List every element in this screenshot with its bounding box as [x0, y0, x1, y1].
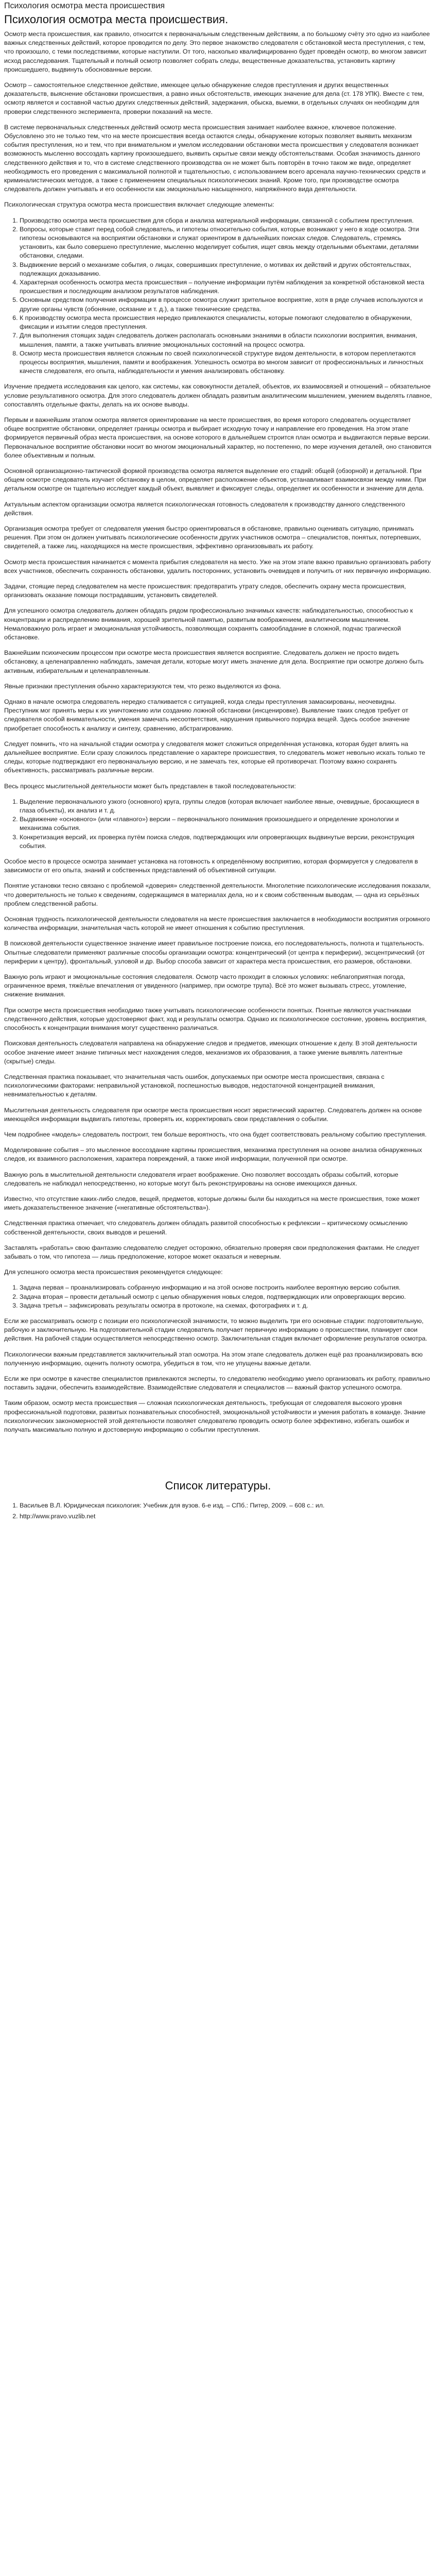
steps-list [4, 798, 432, 851]
paragraph: Осмотр места происшествия начинается с момента прибытия следователя на место. Уже на этом этапе важно правильно организовать работу всех участников, обеспечить сохранность обстановки, удалить посторонних, установить очевидцев и получить от них первичную информацию. [4, 558, 431, 574]
paragraph: Важнейшим психическим процессом при осмотре места происшествия является восприятие. Следователь должен не просто видеть обстановку, а целенаправленно наблюдать, замечая детали, которые могут иметь значение для дела. Восприятие при осмотре должно быть активным, избирательным и целенаправленным. [4, 649, 424, 674]
list-item: 1. Выделение первоначального узкого (основного) круга, группы следов (которая включает наиболее явные, очевидные, бросающиеся в глаза объекты), их анализ и т. д. [20, 798, 432, 815]
paragraph: Таким образом, осмотр места происшествия — сложная психологическая деятельность, требующая от следователя высокого уровня профессиональной подготовки, развитых познавательных способностей, эмоциональной устойчивости и умения работать в команде. Знание психологических закономерностей этой деятельности позволяет следователю проводить осмотр более эффективно, избегать ошибок и получать максимально полную и достоверную информацию о событии преступления. [4, 1399, 426, 1433]
paragraph: Следует помнить, что на начальной стадии осмотра у следователя может сложиться определённая установка, которая будет влиять на дальнейшее восприятие. Если сразу сложилось представление о характере происшествия, то следователь может невольно искать только те следы, которые подтверждают его первоначальную версию, и не замечать тех, которые ей противоречат. Поэтому важно сохранять объективность, рассматривать различные версии. [4, 740, 426, 774]
paragraph: В поисковой деятельности существенное значение имеет правильное построение поиска, его последовательность, полнота и тщательность. Опытные следователи применяют различные способы организации осмотра: концентрический (от центра к периферии), эксцентрический (от периферии к центру), фронтальный, узловой и др. Выбор способа зависит от характера места происшествия, его размеров, обстановки. [4, 940, 425, 965]
paragraph: Изучение предмета исследования как целого, как системы, как совокупности деталей, объектов, их взаимосвязей и отношений – обязательное условие результативного осмотра. Для этого следователь должен обладать развитым аналитическим мышлением, умением выделять главное, сопоставлять отдельные факты, делать на их основе выводы. [4, 383, 432, 408]
paragraph: Актуальным аспектом организации осмотра является психологическая готовность следователя к производству данного следственного действия. [4, 500, 405, 517]
paragraph: Моделирование события – это мысленное воссоздание картины происшествия, механизма преступления на основе анализа обнаруженных следов, их взаимного расположения, характера повреждений, а также иной информации, полученной при осмотре. [4, 1146, 422, 1163]
references-list [4, 1501, 432, 1521]
references-title: Список литературы. [165, 1479, 271, 1493]
list-item: 7. Для выполнения стоящих задач следователь должен располагать основными знаниями в области психологии восприятия, внимания, мышления, памяти, а также учитывать влияние эмоциональных состояний на процесс осмотра. [20, 331, 432, 349]
list-item: 3. Конкретизация версий, их проверка путём поиска следов, подтверждающих или опровергающих выдвинутые версии, реконструкция события. [20, 833, 432, 851]
paragraph: Заставлять «работать» свою фантазию следователю следует осторожно, обязательно проверяя свои предположения фактами. Не следует забывать о том, что гипотеза — лишь предположение, которое может оказаться и неверным. [4, 1244, 420, 1260]
paragraph: Осмотр – самостоятельное следственное действие, имеющее целью обнаружение следов преступления и других вещественных доказательств, выяснение обстановки происшествия, а равно иных обстоятельств, имеющих значение для дела (ст. 178 УПК). Вместе с тем, осмотр является и составной частью других следственных действий, задержания, обыска, выемки, в отдельных случаях он необходим для проверки следственного эксперимента, проверки показаний на месте. [4, 81, 424, 115]
paragraph: Если же рассматривать осмотр с позиции его психологической значимости, то можно выделить три его основные стадии: подготовительную, рабочую и заключительную. На подготовительной стадии следователь получает первичную информацию о происшествии, планирует свои действия. На рабочей стадии осуществляется непосредственно осмотр. Заключительная стадия включает оформление результатов осмотра. [4, 1317, 427, 1343]
recommend-list [4, 1283, 432, 1310]
paragraph: Основной организационно-тактической формой производства осмотра является выделение его стадий: общей (обзорной) и детальной. При общем осмотре следователь изучает обстановку в целом, определяет расположение объектов, устанавливает взаимосвязи между ними. При детальном осмотре он тщательно исследует каждый объект, выявляет и фиксирует следы, определяет их особенности и значение для дела. [4, 467, 426, 493]
paragraph: Особое место в процессе осмотра занимает установка на готовность к определённому восприятию, которая формируется у следователя в зависимости от его опыта, знаний и собственных представлений об объективной ситуации. [4, 858, 418, 874]
paragraph: Если же при осмотре в качестве специалистов привлекаются эксперты, то следователю необходимо умело организовать их работу, правильно поставить задачи, обеспечить взаимодействие. Взаимодействие следователя и специалистов — важный фактор успешного осмотра. [4, 1375, 430, 1392]
references-section [4, 1479, 432, 1521]
body-section [4, 382, 432, 791]
paragraph: Явные признаки преступления обычно характеризуются тем, что резко выделяются из фона. [4, 682, 282, 690]
list-item: 1. Производство осмотра места происшествия для сбора и анализа материальной информации, связанной с событием преступления. [20, 216, 432, 225]
paragraph: Известно, что отсутствие каких-либо следов, вещей, предметов, которые должны были бы находиться на месте происшествия, тоже может иметь доказательственное значение («негативные обстоятельства»). [4, 1195, 420, 1212]
paragraph: В системе первоначальных следственных действий осмотр места происшествия занимает наиболее важное, ключевое положение. Обусловлено это не только тем, что на месте происшествия всегда остаются следы, обнаружение которых позволяет выявить механизм события преступления, но и тем, что при внимательном и умелом исследовании обстановки места происшествия у следователя возникает возможность мысленно воссоздать картину произошедшего, выявить скрытые связи между обстоятельствами. Особая значимость данного следственного действия и то, что в системе следственного производства он не может быть повторён в точно таком же виде, определяет необходимость его проведения с максимальной полнотой и тщательностью, с использованием всего арсенала научно-технических средств и криминалистических методов, а также с применением специальных психологических знаний. Кроме того, при производстве осмотра следователь должен учитывать и его особенности как эмоционально насыщенного, напряжённого вида деятельности. [4, 123, 426, 193]
breadcrumb: Психология осмотра места происшествия [4, 2, 165, 10]
list-item: 5. Основным средством получения информации в процессе осмотра служит зрительное восприятие, хотя в ряде случаев используются и другие органы чувств (обоняние, осязание и т. д.), а также технические средства. [20, 296, 432, 313]
body3-section [4, 1317, 432, 1434]
paragraph: Осмотр места происшествия, как правило, относится к первоначальным следственным действиям, а по большому счёту это одно из наиболее важных следственных действий, которое проводится по делу. Это первое знакомство следователя с обстановкой места преступления, с тем, что произошло, с теми последствиями, которые наступили. От того, насколько квалифицированно будет проведён осмотр, во многом зависит исход расследования. Тщательный и полный осмотр позволяет собрать следы, вещественные доказательства, установить картину происшедшего, выдвинуть обоснованные версии. [4, 30, 430, 73]
paragraph: Мыслительная деятельность следователя при осмотре места происшествия носит эвристический характер. Следователь должен на основе имеющейся информации выдвигать гипотезы, проверять их, корректировать свои представления о событии. [4, 1106, 422, 1123]
paragraph: Задачи, стоящие перед следователем на месте происшествия: предотвратить утрату следов, обеспечить охрану места происшествия, организовать оказание помощи пострадавшим, установить свидетелей. [4, 582, 406, 599]
list-item: 1. Задача первая – проанализировать собранную информацию и на этой основе построить наиболее вероятную версию события. [20, 1283, 432, 1292]
reference-item: 2. http://www.pravo.vuzlib.net [20, 1512, 432, 1521]
page-title: Психология осмотра места происшествия. [4, 13, 229, 26]
paragraph: Организация осмотра требует от следователя умения быстро ориентироваться в обстановке, правильно оценивать ситуацию, принимать решения. При этом он должен учитывать психологические особенности других участников осмотра – специалистов, понятых, потерпевших, свидетелей, а также лиц, находящихся на месте происшествия, эффективно организовывать их работу. [4, 524, 421, 550]
paragraph: Важную роль в мыслительной деятельности следователя играет воображение. Оно позволяет воссоздать образы событий, которые следователь не наблюдал непосредственно, но которые могут быть реконструированы на основе имеющихся данных. [4, 1171, 398, 1187]
reference-item: 1. Васильев В.Л. Юридическая психология: Учебник для вузов. 6-е изд. – СПб.: Питер, 2009. – 608 с.: ил. [20, 1501, 432, 1510]
paragraph: Для успешного осмотра следователь должен обладать рядом профессионально значимых качеств: наблюдательностью, способностью к концентрации и распределению внимания, хорошей зрительной памятью, развитым воображением, аналитическим мышлением. Немаловажную роль играет и эмоциональная устойчивость, позволяющая сохранять самообладание в сложной, подчас трагической обстановке. [4, 607, 413, 641]
intro-section [4, 30, 432, 194]
list-item: 3. Выдвижение версий о механизме события, о лицах, совершивших преступление, о мотивах их действий и других обстоятельствах, подлежащих доказыванию. [20, 261, 432, 278]
paragraph: Поисковая деятельность следователя направлена на обнаружение следов и предметов, имеющих отношение к делу. В этой деятельности особое значение имеет знание типичных мест нахождения следов, механизмов их образования, а также умение выявлять латентные (скрытые) следы. [4, 1040, 417, 1065]
list-intro: Психологическая структура осмотра места происшествия включает следующие элементы: [4, 201, 274, 209]
paragraph: Однако в начале осмотра следователь нередко сталкивается с ситуацией, когда следы преступления замаскированы, неочевидны. Преступник мог принять меры к их уничтожению или созданию ложной обстановки (инсценировке). Выявление таких следов требует от следователя особой внимательности, умения замечать несоответствия, нарушения привычного порядка вещей. Здесь особое значение приобретает способность к анализу и синтезу, сравнению, абстрагированию. [4, 698, 410, 732]
paragraph: Психологически важным представляется заключительный этап осмотра. На этом этапе следователь должен ещё раз проанализировать всю полученную информацию, оценить полноту осмотра, убедиться в том, что не упущены важные детали. [4, 1350, 423, 1367]
body2-section [4, 857, 432, 1277]
list-item: 2. Задача вторая – провести детальный осмотр с целью обнаружения новых следов, подтверждающих или опровергающих версию. [20, 1293, 432, 1301]
paragraph: Весь процесс мыслительной деятельности может быть представлен в такой последовательности: [4, 782, 296, 790]
paragraph: Основная трудность психологической деятельности следователя на месте происшествия заключается в необходимости восприятия огромного количества информации, значительная часть которой не имеет отношения к событию преступления. [4, 916, 430, 932]
structure-list [4, 216, 432, 376]
list-item: 2. Вопросы, которые ставит перед собой следователь, и гипотезы относительно события, которые возникают у него в ходе осмотра. Эти гипотезы основываются на восприятии обстановки и служат ориентиром в дальнейших поисках следов. Следователь, стремясь установить, как было совершено преступление, мысленно моделирует события, ищет связь между отдельными объектами, деталями обстановки, следами. [20, 225, 432, 261]
list-item: 2. Выдвижение «основного» (или «главного») версии – первоначального понимания произошедшего и определение хронологии и механизма события. [20, 815, 432, 833]
list-item: 3. Задача третья – зафиксировать результаты осмотра в протоколе, на схемах, фотографиях и т. д. [20, 1301, 432, 1310]
list-item: 8. Осмотр места происшествия является сложным по своей психологической структуре видом деятельности, в котором переплетаются процессы восприятия, мышления, памяти и воображения. Успешность осмотра во многом зависит от профессиональных и личностных качеств следователя, его опыта, наблюдательности и умения анализировать обстановку. [20, 349, 432, 376]
paragraph: Чем подробнее «модель» следователь построит, тем больше вероятность, что она будет соответствовать реальному событию преступления. [4, 1130, 427, 1138]
paragraph: Важную роль играют и эмоциональные состояния следователя. Осмотр часто проходит в сложных условиях: неблагоприятная погода, ограниченное время, тяжёлые впечатления от увиденного (например, при осмотре трупа). Всё это может вызывать стресс, утомление, снижение внимания. [4, 973, 407, 998]
list-item: 6. К производству осмотра места происшествия нередко привлекаются специалисты, которые помогают следователю в обнаружении, фиксации и изъятии следов преступления. [20, 314, 432, 331]
paragraph: Понятие установки тесно связано с проблемой «доверия» следственной деятельности. Многолетние психологические исследования показали, что доверительность не только к сведениям, содержащимся в материалах дела, но и к своим собственным выводам, — одна из серьёзных проблем следственной работы. [4, 882, 431, 907]
paragraph: Следственная практика отмечает, что следователь должен обладать развитой способностью к рефлексии – критическому осмыслению собственной деятельности, своих выводов и решений. [4, 1219, 408, 1236]
paragraph: Первым и важнейшим этапом осмотра является ориентирование на месте происшествия, во время которого следователь осуществляет общее восприятие обстановки, определяет границы осмотра и выбирает исходную точку и направление его проведения. На этом этапе формируется первичный образ места происшествия, на основе которого в дальнейшем строится план осмотра и выдвигаются первые версии. Первоначальное восприятие обстановки носит во многом эмоциональный характер, но постепенно, по мере изучения деталей, оно становится более объективным и полным. [4, 416, 432, 459]
list-item: 4. Характерная особенность осмотра места происшествия – получение информации путём наблюдения за конкретной обстановкой места происшествия и последующим анализом результатов наблюдения. [20, 278, 432, 296]
paragraph: Следственная практика показывает, что значительная часть ошибок, допускаемых при осмотре места происшествия, связана с психологическими факторами: неправильной установкой, поспешностью выводов, недостаточной концентрацией внимания, невнимательностью к деталям. [4, 1073, 385, 1098]
paragraph: Для успешного осмотра места происшествия рекомендуется следующее: [4, 1268, 223, 1276]
paragraph: При осмотре места происшествия необходимо также учитывать психологические особенности понятых. Понятые являются участниками следственного действия, которые удостоверяют факт, ход и результаты осмотра. Однако их психологическое состояние, уровень восприятия, способность к концентрации внимания могут существенно различаться. [4, 1006, 427, 1032]
